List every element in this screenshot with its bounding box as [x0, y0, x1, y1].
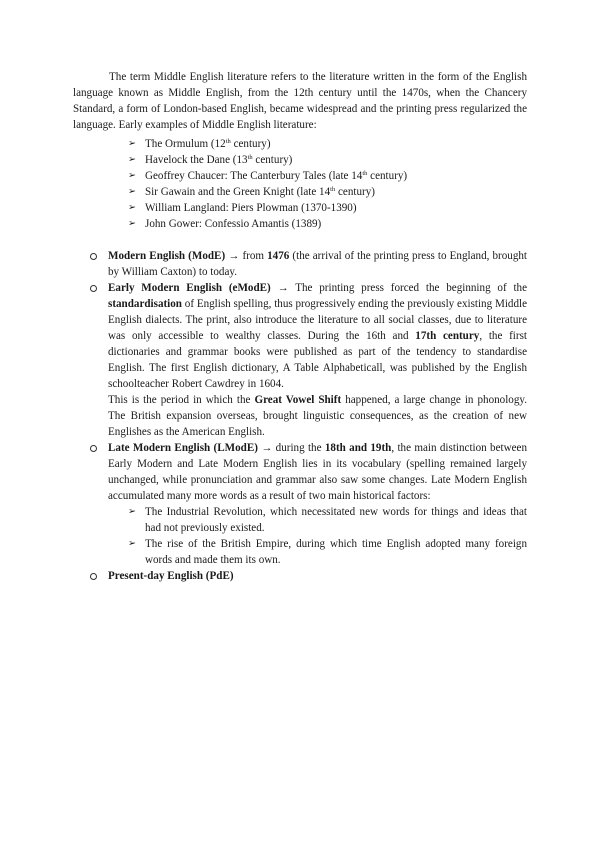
- arrow-bullet-icon: ➢: [128, 170, 136, 181]
- list-item: ➢ The Industrial Revolution, which necessitated new words for things and ideas that had not previously existed.: [128, 506, 527, 534]
- period-item-pde: [90, 568, 527, 584]
- list-item: ➢ The Ormulum (12th century): [128, 138, 271, 150]
- emode-paragraph: Early Modern English (eModE) → The printing press forced the beginning of the standardisation of English spelling, thus progressively ending the previously existing Middle English dialects. The print, also introduce the literature to all social classes, due to literature was only accessible to wealthy classes. During the 16th and 17th century, the first dictionaries and grammar books were published as part of the tendency to standardise English. The first English dictionary, A Table Alphabeticall, was published by the English schoolteacher Robert Cawdrey in 1604.: [108, 282, 527, 390]
- period-title: Early Modern English (eModE): [108, 282, 271, 294]
- circle-bullet-icon: [90, 285, 97, 292]
- circle-bullet-icon: [90, 573, 97, 580]
- list-item: ➢ Geoffrey Chaucer: The Canterbury Tales (late 14th century): [128, 170, 408, 182]
- intro-paragraph: The term Middle English literature refers to the literature written in the form of the English language known as Middle English, from the 12th century until the 1470s, when the Chancery Standard, a form of London-based English, became widespread and the printing press regularized the language. Early examples of Middle English literature:: [73, 71, 527, 131]
- arrow-bullet-icon: ➢: [128, 202, 136, 213]
- middle-english-examples-list: [128, 136, 528, 232]
- list-item: ➢ William Langland: Piers Plowman (1370-1390): [128, 202, 357, 214]
- list-item: ➢ The rise of the British Empire, during which time English adopted many foreign words and made them its own.: [128, 538, 527, 566]
- list-item: ➢ Havelock the Dane (13th century): [128, 154, 293, 166]
- circle-bullet-icon: [90, 253, 97, 260]
- period-item-emode: [90, 280, 527, 440]
- arrow-bullet-icon: ➢: [128, 538, 136, 549]
- pde-paragraph: [108, 568, 527, 584]
- vowel-shift-paragraph: This is the period in which the Great Vowel Shift happened, a large change in phonology. The British expansion overseas, brought linguistic consequences, as the creation of new Englishes as the American English.: [108, 394, 528, 438]
- english-periods-list: [90, 248, 527, 584]
- arrow-bullet-icon: ➢: [128, 154, 136, 165]
- period-title: Present-day English (PdE): [108, 570, 234, 582]
- period-item-lmode: [90, 440, 527, 568]
- period-item-mode: [90, 248, 527, 280]
- circle-bullet-icon: [90, 445, 97, 452]
- lmode-paragraph: Late Modern English (LModE) → during the 18th and 19th, the main distinction between Early Modern and Late Modern English lies in its vocabulary (spelling remained largely unchanged, while pronunciation and grammar also saw some changes. Late Modern English accumulated many more words as a result of two main historical factors:: [108, 442, 528, 502]
- period-title: Modern English (ModE): [108, 250, 226, 262]
- period-title: Late Modern English (LModE): [108, 442, 258, 454]
- arrow-bullet-icon: ➢: [128, 186, 136, 197]
- list-item: ➢ Sir Gawain and the Green Knight (late 14th century): [128, 186, 375, 198]
- list-item: ➢ John Gower: Confessio Amantis (1389): [128, 218, 322, 230]
- mode-paragraph: Modern English (ModE) → from 1476 (the arrival of the printing press to England, brought by William Caxton) to today.: [108, 250, 528, 278]
- arrow-bullet-icon: ➢: [128, 218, 136, 229]
- arrow-bullet-icon: ➢: [128, 138, 136, 149]
- historical-factors-list: [108, 504, 527, 568]
- arrow-bullet-icon: ➢: [128, 506, 136, 517]
